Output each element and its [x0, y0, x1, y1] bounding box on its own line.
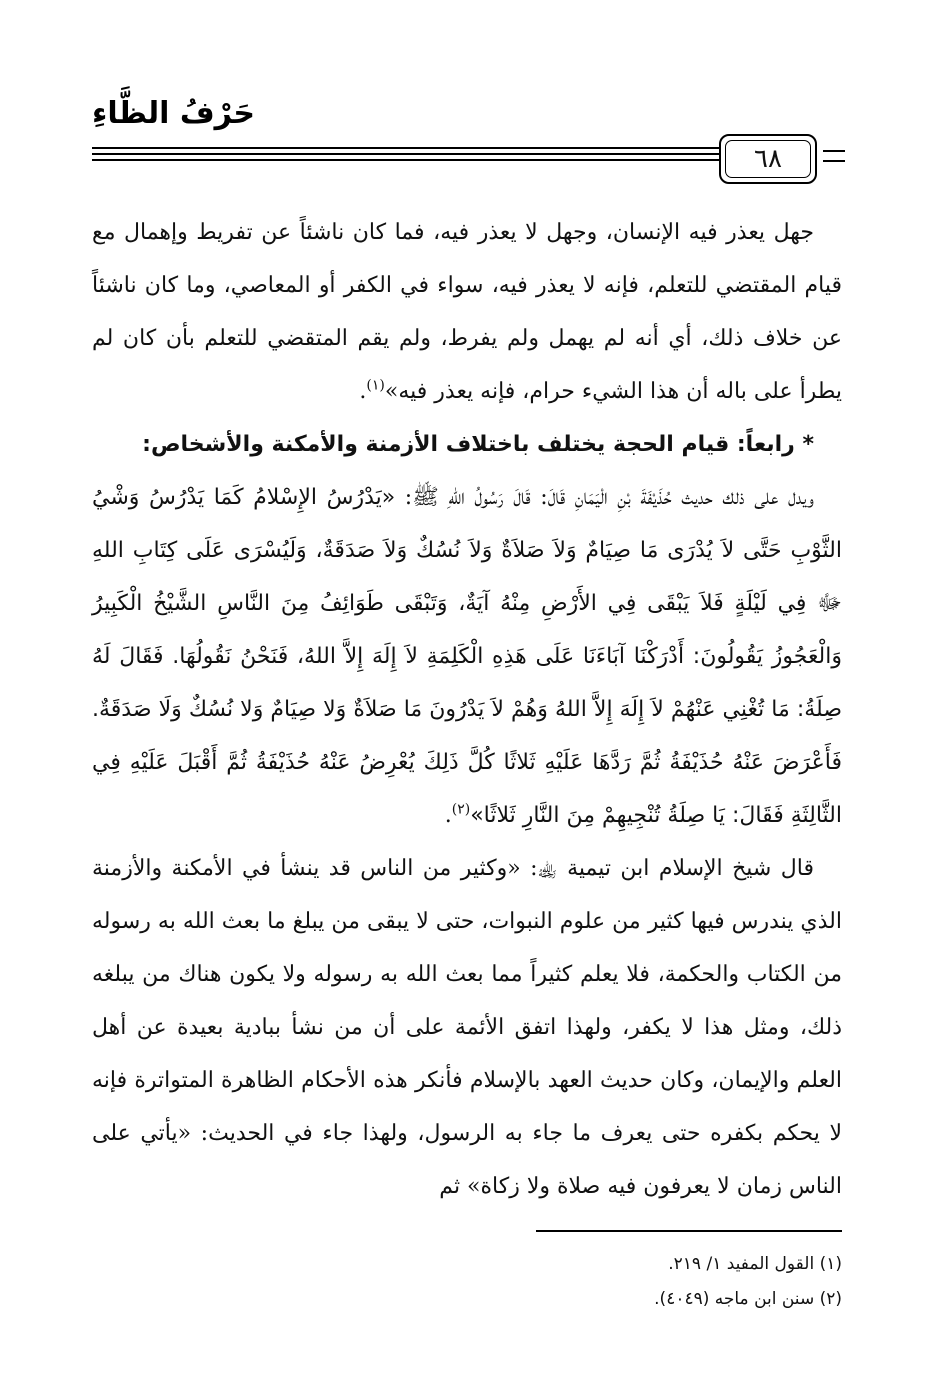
paragraph-end: .	[444, 803, 452, 828]
paragraph-text: جهل يعذر فيه الإنسان، وجهل لا يعذر فيه، فما كان ناشئاً عن تفريط وإهمال مع قيام المقتضي للتعلم، فإنه لا يعذر فيه، سواء في الكفر أو المعاصي، وما كان ناشئاً عن خلاف ذلك، أي أنه لم يهمل ولم يفرط، ولم يقم المتقضي للتعلم بأن كان لم يطرأ على باله أن هذا الشيء حرام، فإنه يعذر فيه»	[92, 220, 842, 404]
header-rule-line	[92, 153, 720, 155]
running-title: حَرْفُ الظَّاءِ	[92, 96, 255, 131]
paragraph-ibn-taymiyyah: قال شيخ الإسلام ابن تيمية ﵀: «وكثير من الناس قد ينشأ في الأمكنة والأزمنة الذي يندرس فيها كثير من علوم النبوات، حتى لا يبقى من يبلغ ما بعث الله به رسوله من الكتاب والحكمة، فلا يعلم كثيراً مما بعث الله به رسوله ولا يكون هناك من يبلغه ذلك، ومثل هذا لا يكفر، ولهذا اتفق الأئمة على أن من نشأ ببادية بعيدة عن أهل العلم والإيمان، وكان حديث العهد بالإسلام فأنكر هذه الأحكام الظاهرة المتواترة فإنه لا يحكم بكفره حتى يعرف ما جاء به الرسول، ولهذا جاء في الحديث: «يأتي على الناس زمان لا يعرفون فيه صلاة ولا زكاة» ثم	[92, 856, 843, 1199]
paragraph-end: .	[359, 379, 367, 404]
section-heading: * رابعاً: قيام الحجة يختلف باختلاف الأزمنة والأمكنة والأشخاص:	[142, 432, 814, 457]
header-rule-line	[92, 159, 720, 161]
footnote-marker: (١)	[366, 377, 385, 394]
footnote-marker: (٢)	[451, 801, 471, 818]
paragraph-hadith	[92, 471, 842, 842]
footnote-1: (١) القول المفيد ١/ ٢١٩.	[668, 1254, 842, 1274]
paragraph-ignorance	[92, 206, 842, 418]
header-rule-line	[92, 147, 720, 149]
hadith-text: «يَدْرُسُ الإِسْلامُ كَمَا يَدْرُسُ وَشْيُ الثَّوْبِ حَتَّى لاَ يُدْرَى مَا صِيَامٌ وَلاَ صَلاَةٌ وَلاَ نُسُكٌ وَلاَ صَدَقَةٌ، وَلَيُسْرَى عَلَى كِتَابِ اللهِ ﷻ فِي لَيْلَةٍ فَلاَ يَبْقَى فِي الأَرْضِ مِنْهُ آيَةٌ، وَتَبْقَى طَوَائِفُ مِنَ النَّاسِ الشَّيْخُ الْكَبِيرُ وَالْعَجُوزُ يَقُولُونَ: أَدْرَكْنَا آبَاءَنَا عَلَى هَذِهِ الْكَلِمَةِ لاَ إِلَهَ إِلاَّ اللهُ، فَنَحْنُ نَقُولُهَا. فَقَالَ لَهُ صِلَةُ: مَا تُغْنِي عَنْهُمْ لاَ إِلَهَ إِلاَّ اللهُ وَهُمْ لاَ يَدْرُونَ مَا صَلاَةٌ وَلا صِيَامٌ وَلا نُسُكٌ وَلَا صَدَقَةٌ. فَأَعْرَضَ عَنْهُ حُذَيْفَةُ ثُمَّ رَدَّهَا عَلَيْهِ ثَلاثًا كُلَّ ذَلِكَ يُعْرِضُ عَنْهُ حُذَيْفَةُ ثُمَّ أَقْبَلَ عَلَيْهِ فِي الثَّالِثَةِ فَقَالَ: يَا صِلَةُ تُنْجِيهِمْ مِنَ النَّارِ ثَلاثًا»	[92, 485, 842, 828]
header-ornament-bars	[823, 150, 845, 162]
footnote-separator	[536, 1230, 842, 1232]
footnotes	[92, 1247, 842, 1317]
body-text	[92, 206, 842, 1213]
page-number: ٦٨	[725, 140, 811, 178]
hadith-intro: ويدل على ذلك حديث حُذَيْفَةَ بْنِ الْيَمَانِ قَالَ: قَالَ رَسُولُ اللهِ ﷺ:	[395, 485, 814, 510]
footnote-2: (٢) سنن ابن ماجه (٤٠٤٩).	[654, 1289, 842, 1309]
